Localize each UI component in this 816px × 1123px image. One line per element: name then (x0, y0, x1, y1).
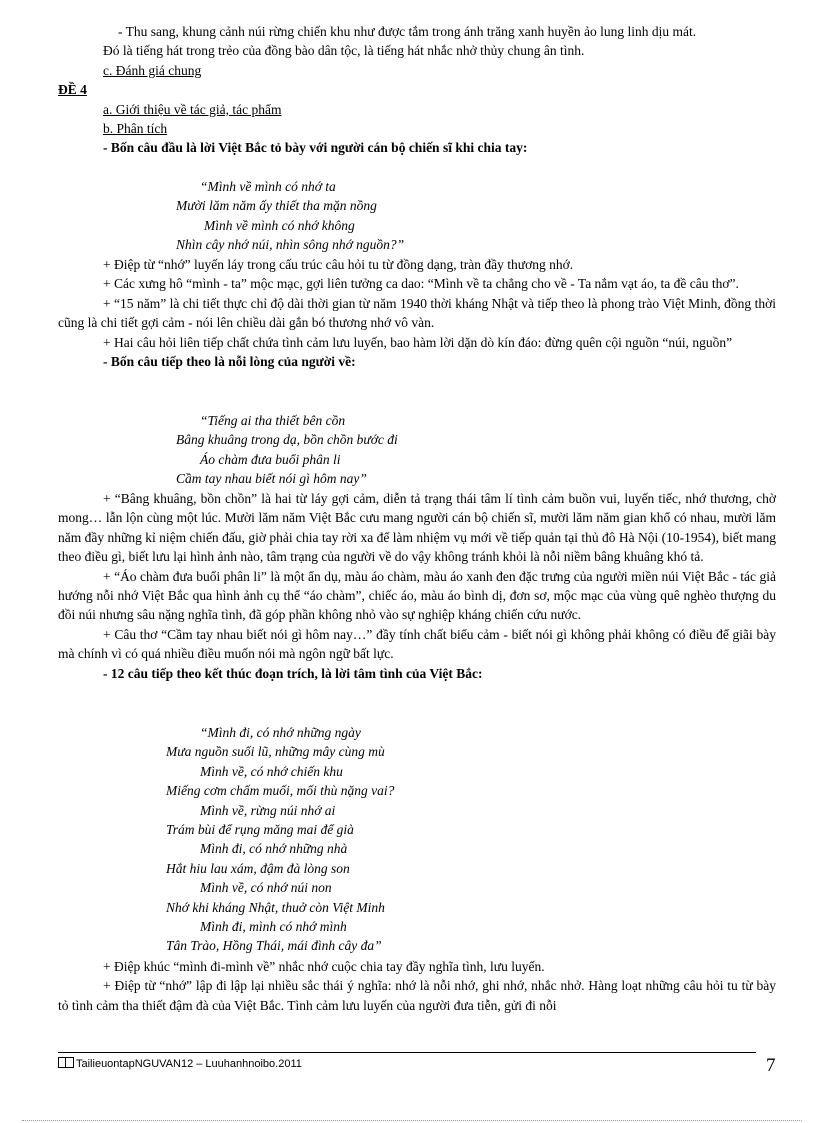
paragraph-cam-tay: + Câu thơ “Cầm tay nhau biết nói gì hôm nay…” đầy tính chất biểu cảm - biết nói gì không phải không có điều để giãi bày mà chính vì có quá nhiều điều muốn nói mà ngôn ngữ bất lực. (58, 626, 776, 662)
paragraph-thu-sang: - Thu sang, khung cảnh núi rừng chiến khu như được tắm trong ánh trăng xanh huyền ảo lung linh dịu mát. (118, 24, 697, 39)
poem-block-1 (58, 177, 776, 255)
poem-line: Mình về mình có nhớ không (204, 217, 355, 233)
poem-line: Hắt hiu lau xám, đậm đà lòng son (166, 860, 350, 876)
poem-line: Nhìn cây nhớ núi, nhìn sông nhớ nguồn?” (176, 237, 405, 253)
paragraph-bang-khuang: + “Bâng khuâng, bồn chồn” là hai từ láy gợi cảm, diễn tả trạng thái tâm lí tình cảm buồn vui, luyến tiếc, nhớ thương, chờ mong… lẫn lộn cùng một lúc. Mười lăm năm Việt Bắc cưu mang người cán bộ chiến sĩ, mười lăm năm gian khổ có nhau, mười lăm năm đầy những kỉ niệm chiến đấu, giờ phải chia tay rời xa để làm nhiệm vụ mới về tiếp quản tại thủ đô Hà Nội (10-1954), biết mang theo điều gì, biết lưu lại hình ảnh nào, tâm trạng của người về do vậy không tránh khỏi là nỗi niềm bâng khuâng khó tả. (58, 491, 776, 565)
poem-line: Trám bùi để rụng măng mai để già (166, 822, 354, 838)
poem-line: Mình đi, mình có nhớ mình (200, 919, 347, 935)
heading-12-cau: - 12 câu tiếp theo kết thúc đoạn trích, là lời tâm tình của Việt Bắc: (103, 665, 483, 681)
paragraph-diep-tu-nho: + Điệp từ “nhớ” luyến láy trong cấu trúc câu hỏi tu từ đồng dạng, tràn đầy thương nhớ. (103, 257, 574, 272)
poem-line: “Tiếng ai tha thiết bên cồn (200, 413, 346, 428)
paragraph-ao-cham: + “Áo chàm đưa buổi phân li” là một ẩn dụ, màu áo chàm, màu áo xanh đen đặc trưng của người miền núi Việt Bắc - tác giả hướng nỗi nhớ Việt Bắc qua hình ảnh cụ thể “áo chàm”, chiếc áo, màu áo bình dị, đơn sơ, mộc mạc của vùng quê nghèo thượng du đồi núi nhưng sâu nặng nghĩa tình, đã góp phần không nhỏ vào sự nghiệp kháng chiến cứu nước. (58, 568, 776, 623)
analysis-section-2 (58, 489, 776, 683)
heading-bon-cau-dau: - Bốn câu đầu là lời Việt Bắc tỏ bày với người cán bộ chiến sĩ khi chia tay: (103, 140, 528, 156)
footer-divider (58, 1052, 756, 1053)
heading-gioi-thieu: a. Giới thiệu về tác giả, tác phẩm (103, 101, 282, 117)
paragraph-diep-tu-lap: + Điệp từ “nhớ” lập đi lập lại nhiều sắc thái ý nghĩa: nhớ là nỗi nhớ, ghi nhớ, nhắc nhở. Hàng loạt những câu hỏi tu từ bày tỏ tình cảm tha thiết đậm đà của Việt Bắc. Tình cảm lưu luyến của người đưa tiễn, gửi đi nỗi (58, 978, 776, 1013)
poem-line: Bâng khuâng trong dạ, bồn chồn bước đi (176, 432, 398, 448)
heading-de-4: ĐỀ 4 (58, 82, 87, 98)
footer (58, 1057, 302, 1070)
poem-block-3 (58, 723, 776, 956)
analysis-section-1 (58, 255, 776, 371)
book-icon (58, 1057, 74, 1068)
paragraph-tieng-hat: Đó là tiếng hát trong trẻo của đồng bào dân tộc, là tiếng hát nhắc nhở thủy chung ân tình. (103, 43, 585, 59)
poem-line: Mưa nguồn suối lũ, những mây cùng mù (166, 744, 385, 760)
poem-line: Áo chàm đưa buổi phân li (200, 451, 341, 467)
poem-line: Nhớ khi kháng Nhật, thuở còn Việt Minh (166, 899, 385, 915)
poem-line: Mình đi, có nhớ những nhà (200, 841, 348, 857)
poem-line: Mình về, có nhớ núi non (200, 880, 332, 896)
poem-line: Tân Trào, Hồng Thái, mái đình cây đa” (166, 938, 382, 954)
heading-danh-gia-chung: c. Đánh giá chung (103, 62, 202, 78)
heading-bon-cau-tiep: - Bốn câu tiếp theo là nỗi lòng của người về: (103, 354, 356, 370)
poem-line: Cầm tay nhau biết nói gì hôm nay” (176, 471, 367, 487)
footer-text: TailieuontapNGUVAN12 – Luuhanhnoibo.2011 (76, 1058, 302, 1070)
paragraph-hai-cau-hoi: + Hai câu hỏi liên tiếp chất chứa tình cảm lưu luyến, bao hàm lời dặn dò kín đáo: đừng quên cội nguồn “núi, nguồn” (103, 334, 733, 350)
heading-phan-tich: b. Phân tích (103, 121, 168, 137)
paragraph-diep-khuc: + Điệp khúc “mình đi-mình về” nhắc nhớ cuộc chia tay đầy nghĩa tình, lưu luyến. (103, 959, 545, 974)
poem-line: Mười lăm năm ấy thiết tha mặn nồng (176, 198, 377, 214)
intro-section (58, 22, 776, 158)
paragraph-xung-ho: + Các xưng hô “mình - ta” mộc mạc, gợi liên tưởng ca dao: “Mình về ta chẳng cho về - Ta nắm vạt áo, ta đề câu thơ”. (103, 276, 739, 292)
poem-line: “Mình đi, có nhớ những ngày (200, 725, 361, 740)
poem-block-2 (58, 411, 776, 489)
poem-line: Miếng cơm chấm muối, mối thù nặng vai? (166, 783, 395, 799)
poem-line: Mình về, rừng núi nhớ ai (200, 802, 336, 818)
poem-line: Mình về, có nhớ chiến khu (200, 763, 343, 779)
analysis-section-3 (58, 957, 776, 1015)
page-bottom-border (22, 1120, 802, 1121)
poem-line: “Mình về mình có nhớ ta (200, 179, 336, 194)
paragraph-15-nam: + “15 năm” là chi tiết thực chỉ độ dài thời gian từ năm 1940 thời kháng Nhật và tiếp theo là phong trào Việt Minh, đồng thời cũng là chi tiết gợi cảm - nói lên chiều dài gắn bó thương nhớ vô vàn. (58, 295, 776, 331)
page-number: 7 (766, 1055, 776, 1076)
